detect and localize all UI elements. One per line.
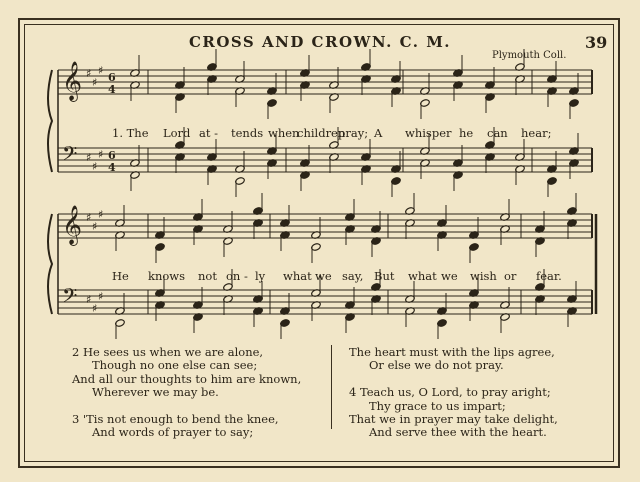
sharp-icon: ♯ xyxy=(92,76,98,89)
lyric-word: hear; xyxy=(521,126,552,140)
verse-line: And all our thoughts to him are known, xyxy=(72,371,302,386)
lyric-word: wish xyxy=(470,269,497,283)
time-signature: 4 xyxy=(108,83,116,96)
sharp-icon: ♯ xyxy=(92,160,98,173)
verses-right xyxy=(349,346,558,440)
time-signature: 4 xyxy=(108,161,116,174)
verse-line: 3 'Tis not enough to bend the knee, xyxy=(72,412,279,427)
sharp-icon: ♯ xyxy=(98,148,104,161)
treble-clef-icon: 𝄞 xyxy=(62,61,83,101)
lyric-word: knows xyxy=(148,269,186,283)
hymn-source: Plymouth Coll. xyxy=(492,50,567,61)
lyric-word: He xyxy=(112,269,129,283)
lyric-word: children xyxy=(297,126,346,140)
lyric-word: ly xyxy=(255,269,266,283)
verse-line: And words of prayer to say; xyxy=(92,425,254,440)
verse-line: 2 He sees us when we are alone, xyxy=(72,345,264,359)
lyric-word: But xyxy=(374,269,395,283)
treble-clef-icon: 𝄞 xyxy=(62,205,83,245)
sharp-icon: ♯ xyxy=(86,151,92,164)
lyric-word: we xyxy=(441,269,458,283)
lyric-word: can xyxy=(487,126,508,140)
verse-line xyxy=(72,400,301,413)
bass-clef-icon: 𝄢 xyxy=(62,284,78,312)
verse-line: The heart must with the lips agree, xyxy=(349,345,555,359)
lyric-word: on - xyxy=(226,269,248,283)
time-signature: 6 xyxy=(108,71,116,84)
lyric-word: what xyxy=(283,269,312,283)
verse-line: That we in prayer may take delight, xyxy=(349,412,558,427)
sharp-icon: ♯ xyxy=(98,208,104,221)
lyric-word: 1. The xyxy=(112,126,149,140)
lyric-word: say, xyxy=(342,269,364,283)
lyric-word: whisper xyxy=(405,126,452,140)
lyric-word: we xyxy=(315,269,332,283)
sharp-icon: ♯ xyxy=(86,211,92,224)
verse-line: Or else we do not pray. xyxy=(369,358,504,373)
brace xyxy=(48,70,52,172)
lyric-word: A xyxy=(374,126,383,140)
lyric-word: what xyxy=(408,269,437,283)
verse-line xyxy=(349,373,558,386)
lyric-word: not xyxy=(198,269,217,283)
sharp-icon: ♯ xyxy=(92,302,98,315)
page-number: 39 xyxy=(585,33,608,52)
lyric-word: fear. xyxy=(536,269,562,283)
verse-line: Thy grace to us impart; xyxy=(369,398,506,413)
lyric-word: Lord xyxy=(163,126,191,140)
verse-line: Wherever we may be. xyxy=(92,385,219,400)
verse-line: 4 Teach us, O Lord, to pray aright; xyxy=(349,385,551,400)
verses-left xyxy=(72,346,301,440)
time-signature: 6 xyxy=(108,149,116,162)
bass-clef-icon: 𝄢 xyxy=(62,142,78,170)
lyric-word: or xyxy=(504,269,517,283)
column-divider xyxy=(331,345,332,429)
sharp-icon: ♯ xyxy=(86,293,92,306)
lyric-word: tends xyxy=(231,126,264,140)
brace xyxy=(48,214,52,314)
lyric-word: he xyxy=(459,126,474,140)
verse-line: And serve thee with the heart. xyxy=(369,425,547,440)
verse-line: Though no one else can see; xyxy=(92,358,258,373)
sharp-icon: ♯ xyxy=(98,290,104,303)
sharp-icon: ♯ xyxy=(98,64,104,77)
sharp-icon: ♯ xyxy=(86,67,92,80)
lyric-word: at - xyxy=(199,126,219,140)
lyric-word: pray; xyxy=(338,126,369,140)
hymn-title: CROSS AND CROWN. C. M. xyxy=(188,33,452,51)
sharp-icon: ♯ xyxy=(92,220,98,233)
lyric-word: when xyxy=(268,126,300,140)
